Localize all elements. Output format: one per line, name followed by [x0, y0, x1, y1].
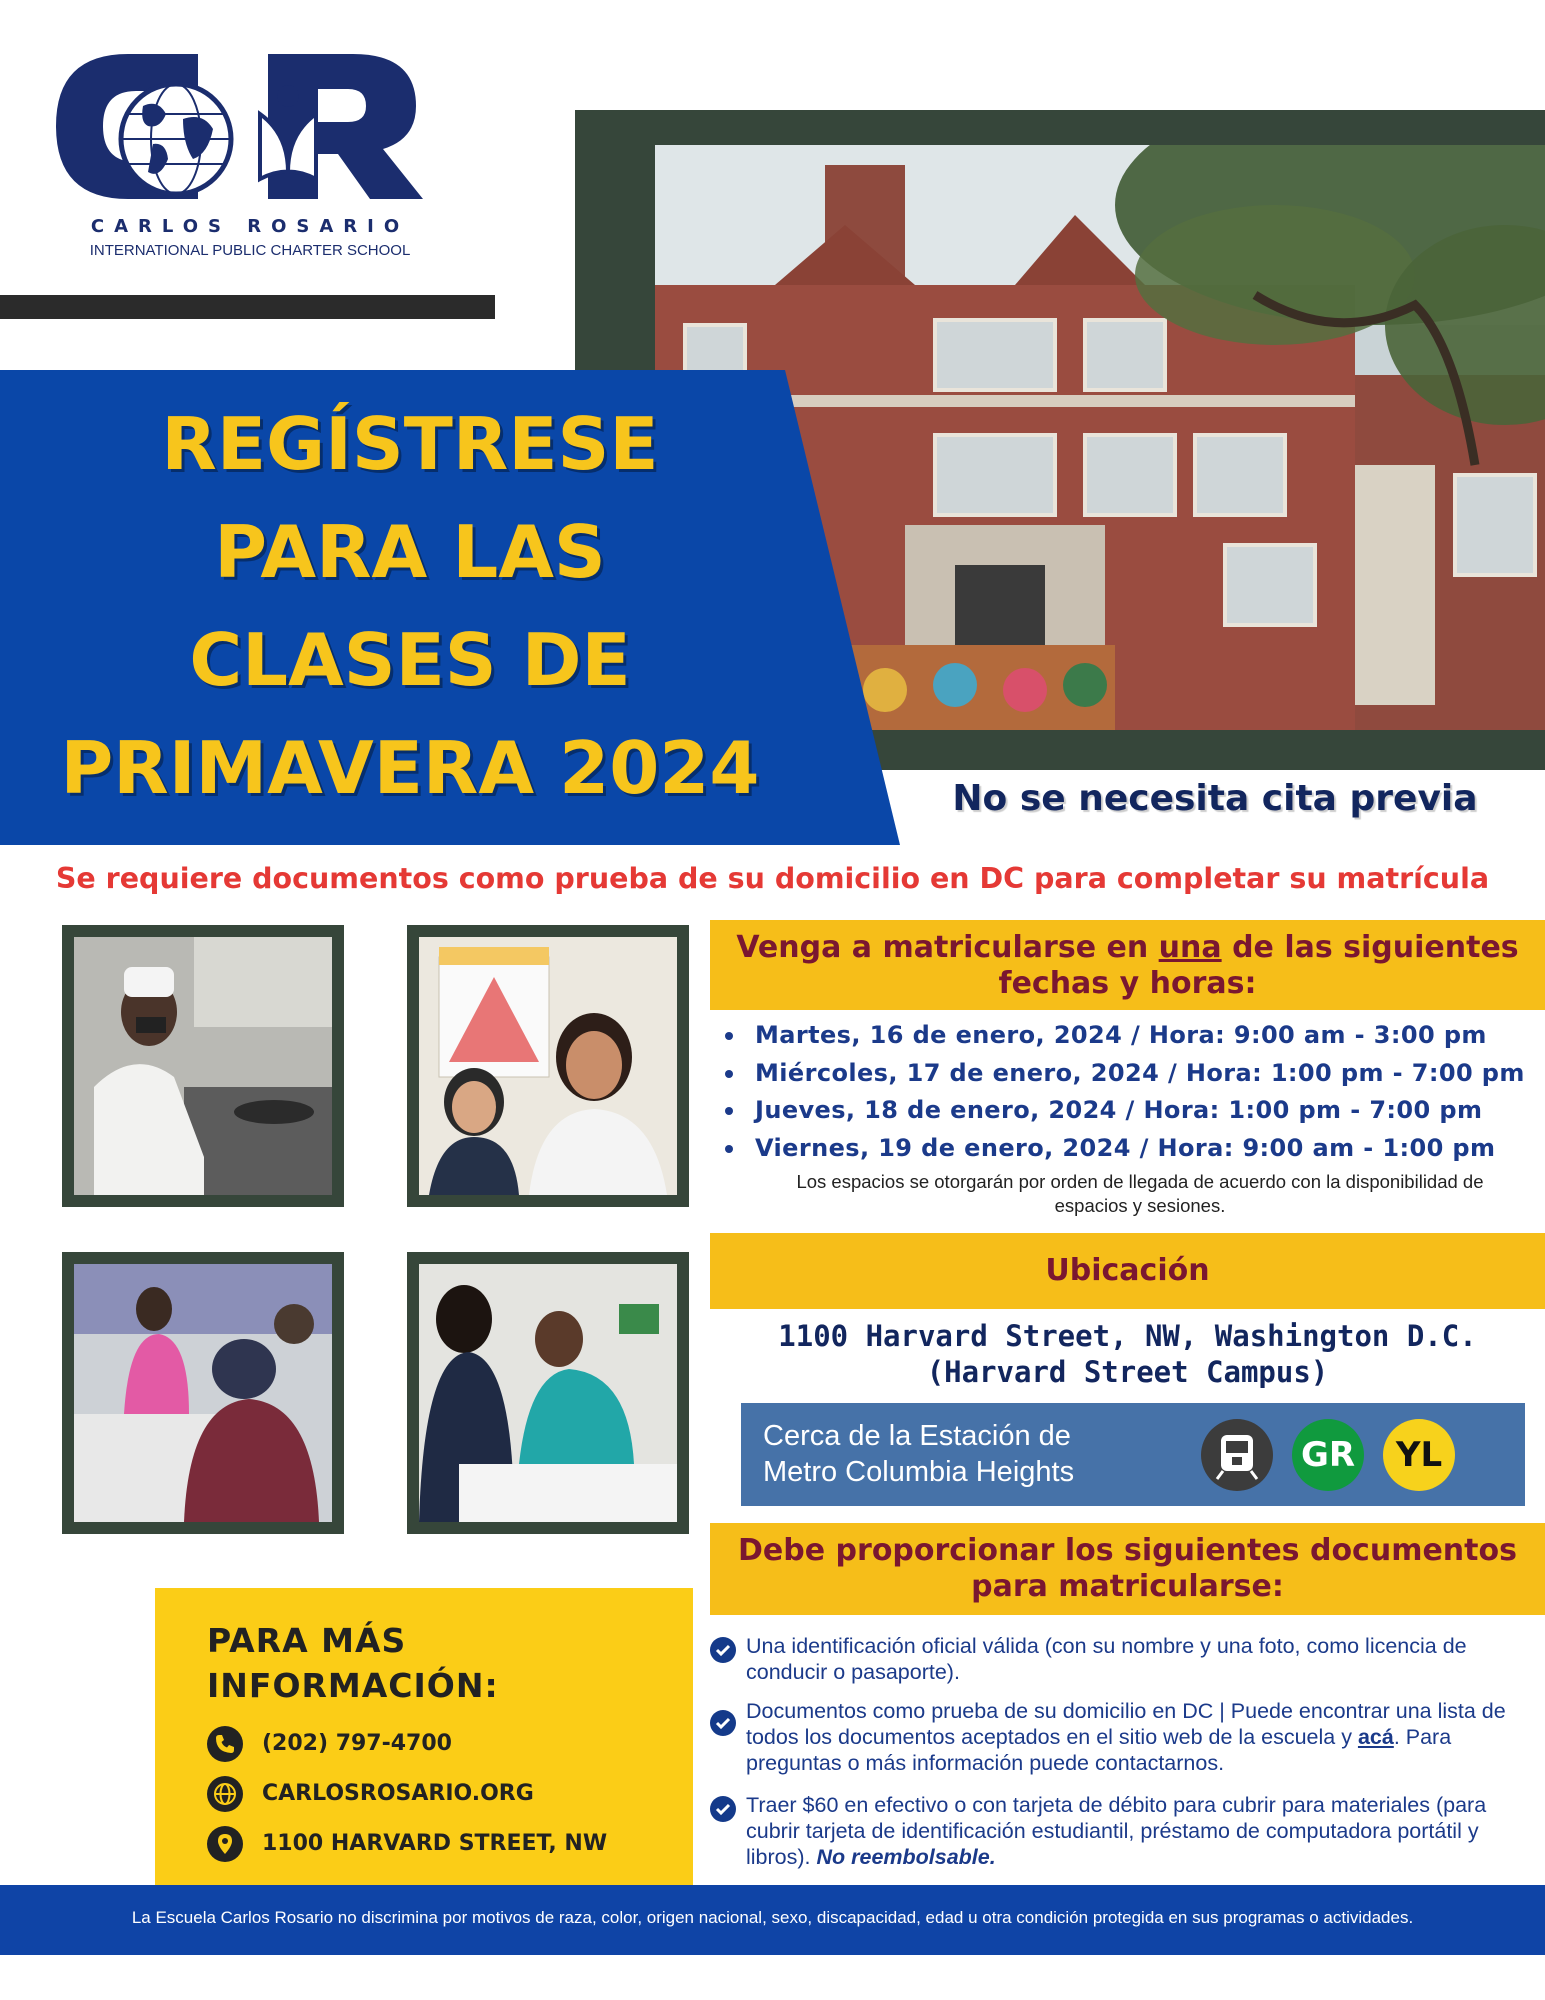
non-discrimination-notice: La Escuela Carlos Rosario no discrimina por motivos de raza, color, origen nacional, sexo, discapacidad, edad u otra condición protegida en sus programas o actividades. [131, 1908, 1414, 1927]
headline-line: PRIMAVERA 2024 [60, 726, 760, 810]
school-logo [48, 44, 428, 274]
metro-info-box [741, 1403, 1525, 1506]
green-line-badge: GR [1292, 1419, 1364, 1491]
check-circle-icon [710, 1637, 736, 1663]
photo-nursing-students [407, 1252, 689, 1534]
dates-heading-text: Venga a matricularse en [736, 930, 1159, 965]
non-refundable-text: No reembolsable. [816, 1845, 996, 1869]
campus-address [710, 1318, 1545, 1390]
date-item: Jueves, 18 de enero, 2024 / Hora: 1:00 pm - 7:00 pm [725, 1092, 1545, 1130]
globe-icon [207, 1776, 243, 1812]
document-item-text-part: Documentos como prueba de su domicilio en DC | Puede encontrar una lista de todos los documentos aceptados en el sitio web de la escuela y [746, 1699, 1506, 1749]
location-pin-icon [207, 1826, 243, 1862]
date-list [725, 1017, 1545, 1167]
school-subtitle: INTERNATIONAL PUBLIC CHARTER SCHOOL [89, 242, 411, 259]
document-item-text-part: . Para preguntas o más información puede contactarnos. [746, 1725, 1452, 1775]
check-circle-icon [710, 1710, 736, 1736]
address-line: 1100 Harvard Street, NW, Washington D.C. [778, 1319, 1477, 1353]
document-item-text: Una identificación oficial válida (con su nombre y una foto, como licencia de conducir o pasaporte). [746, 1634, 1467, 1684]
footer [0, 1885, 1545, 1955]
documents-heading: Debe proporcionar los siguientes documentos para matricularse: [710, 1523, 1545, 1615]
check-circle-icon [710, 1796, 736, 1822]
headline-line: CLASES DE [189, 618, 631, 702]
headline-line: PARA LAS [214, 510, 606, 594]
metro-line-2: Metro Columbia Heights [763, 1456, 1075, 1488]
date-item: Miércoles, 17 de enero, 2024 / Hora: 1:00 pm - 7:00 pm [725, 1055, 1545, 1093]
metro-line-1: Cerca de la Estación de [763, 1420, 1071, 1452]
more-info-title-line: INFORMACIÓN: [207, 1666, 499, 1705]
photo-students-classroom [62, 1252, 344, 1534]
metro-text [763, 1418, 1183, 1490]
photo-culinary-student [62, 925, 344, 1207]
more-info-box [155, 1588, 693, 1896]
document-item-text [746, 1792, 1536, 1870]
more-info-title [207, 1618, 499, 1708]
dates-heading-underlined: una [1158, 930, 1222, 965]
address-campus: (Harvard Street Campus) [926, 1355, 1329, 1389]
headline-line: REGÍSTRESE [161, 402, 659, 486]
date-item: Viernes, 19 de enero, 2024 / Hora: 9:00 am - 1:00 pm [725, 1130, 1545, 1168]
phone-number: (202) 797-4700 [262, 1731, 452, 1756]
cr-logo-mark [48, 44, 428, 209]
headline [15, 390, 805, 822]
requirement-notice: Se requiere documentos como prueba de su domicilio en DC para completar su matrícula [55, 862, 1490, 895]
more-info-title-line: PARA MÁS [207, 1621, 407, 1660]
dates-heading-text-end: de las siguientes fechas y horas: [998, 930, 1519, 1001]
location-heading: Ubicación [710, 1233, 1545, 1309]
dates-note: Los espacios se otorgarán por orden de llegada de acuerdo con la disponibilidad de espacios y sesiones. [796, 1171, 1484, 1216]
documents-link[interactable]: acá [1357, 1725, 1394, 1749]
metro-train-icon [1201, 1419, 1273, 1491]
yellow-line-badge: YL [1383, 1419, 1455, 1491]
school-name: CARLOS ROSARIO [90, 216, 410, 237]
divider-bar [0, 295, 495, 319]
street-address: 1100 HARVARD STREET, NW [262, 1831, 608, 1856]
phone-icon [207, 1726, 243, 1762]
no-appointment-text: No se necesita cita previa [952, 778, 1478, 819]
document-item-text [746, 1698, 1536, 1776]
dates-heading [710, 920, 1545, 1010]
date-item: Martes, 16 de enero, 2024 / Hora: 9:00 am - 3:00 pm [725, 1017, 1545, 1055]
website-link: CARLOSROSARIO.ORG [262, 1781, 534, 1806]
photo-two-women-classroom [407, 925, 689, 1207]
document-item-text-part: Traer $60 en efectivo o con tarjeta de débito para cubrir para materiales (para cubrir tarjeta de identificación estudiantil, préstamo de computadora portátil y libros). [746, 1793, 1487, 1869]
